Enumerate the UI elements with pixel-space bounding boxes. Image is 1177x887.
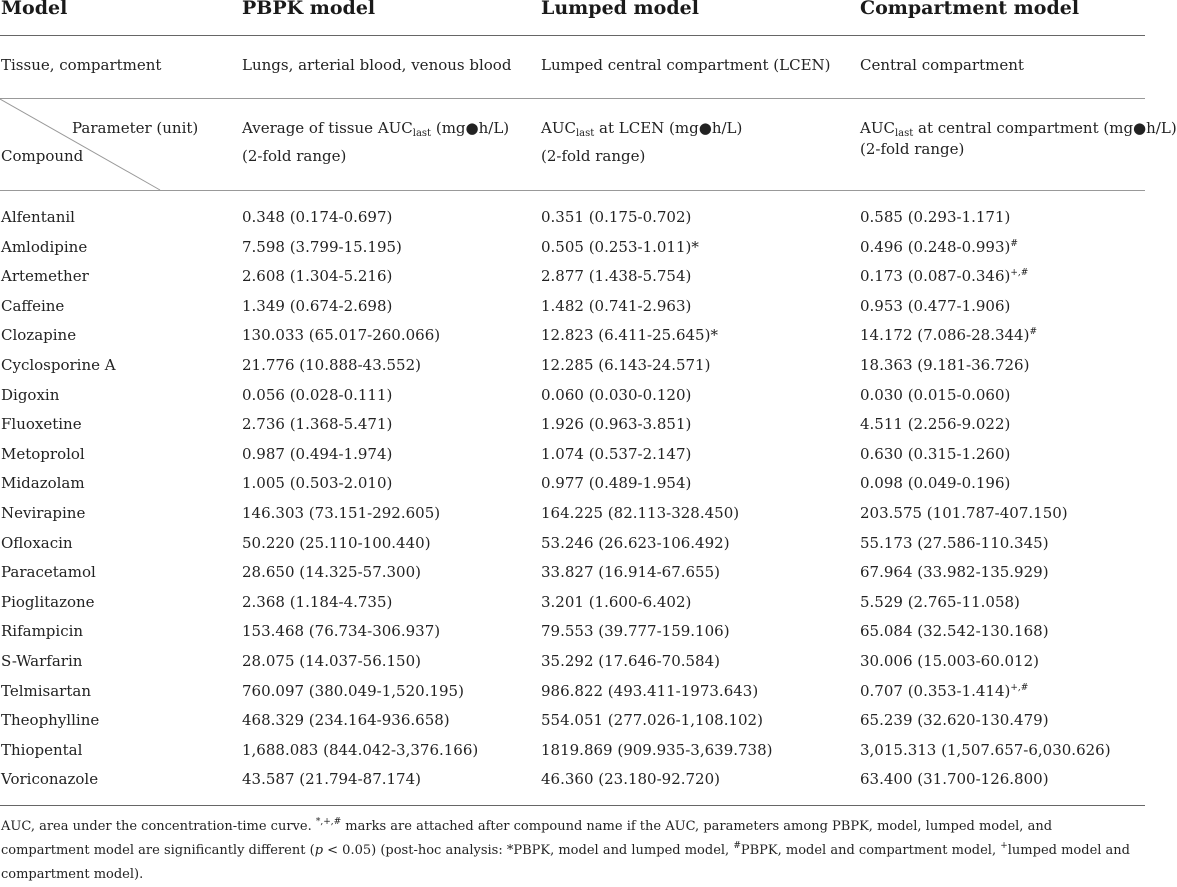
table-row [0,233,1145,263]
compound-cell [1,237,87,257]
pbpk-auc-cell-value: 146.303 (73.151-292.605) [242,504,441,522]
compound-cell-value: Voriconazole [1,770,99,789]
compartment-auc-cell-value: 0.585 (0.293-1.171) [860,208,1011,226]
lumped-auc-cell [541,355,710,375]
pbpk-auc-cell-value: 1.005 (0.503-2.010) [242,474,393,493]
pbpk-auc-cell-value: 21.776 (10.888-43.552) [242,356,421,374]
compound-cell-value: Clozapine [1,326,77,345]
lumped-auc-cell [541,296,691,316]
table-row [0,647,1145,677]
compartment-auc-cell [860,296,1010,316]
table-row [0,558,1145,588]
compartment-auc-cell-value: 67.964 (33.982-135.929) [860,563,1049,582]
compound-cell-value: Metoprolol [1,444,85,463]
compartment-auc-cell [860,266,1028,286]
header-model: Model [1,0,68,19]
compound-cell-value: Digoxin [1,385,60,404]
pbpk-auc-cell [242,325,440,345]
pbpk-auc-cell-value: 28.075 (14.037-56.150) [242,652,421,670]
lumped-auc-cell [541,740,772,760]
compound-cell [1,562,96,582]
compound-cell-value: Fluoxetine [1,415,82,434]
lumped-auc-cell-value: 35.292 (17.646-70.584) [541,652,720,670]
lumped-auc-cell-value: 986.822 (493.411-1973.643) [541,681,759,700]
table-row [0,677,1145,707]
lumped-auc-cell [541,207,691,227]
compound-cell-value: Telmisartan [1,681,91,700]
table-row [0,440,1145,470]
compartment-auc-cell-significance-mark: # [1010,238,1018,249]
tissue-label: Tissue, compartment [1,56,162,74]
header-compartment-model: Compartment model [860,0,1080,19]
compound-cell-value: Theophylline [1,711,100,730]
compartment-auc-cell [860,681,1028,701]
lumped-auc-cell-value: 0.351 (0.175-0.702) [541,208,692,226]
compound-cell [1,621,83,641]
table-row [0,469,1145,499]
table-row [0,617,1145,647]
pbpk-auc-cell-value: 0.056 (0.028-0.111) [242,385,393,404]
compound-cell [1,444,85,464]
lumped-auc-cell-value: 33.827 (16.914-67.655) [541,563,720,582]
pbpk-auc-cell [242,385,392,405]
lumped-auc-cell-value: 2.877 (1.438-5.754) [541,267,692,286]
pbpk-auc-cell-value: 153.468 (76.734-306.937) [242,622,441,641]
parameter-unit-label: Parameter (unit) [72,119,199,137]
lumped-auc-cell [541,473,691,493]
table-row [0,321,1145,351]
compartment-auc-cell [860,562,1049,582]
table-row [0,765,1145,795]
pbpk-auc-cell-value: 28.650 (14.325-57.300) [242,563,421,582]
compartment-auc-cell [860,503,1068,523]
table-row [0,262,1145,292]
pbpk-auc-cell-value: 1,688.083 (844.042-3,376.166) [242,740,479,759]
pbpk-auc-cell [242,414,392,434]
compartment-auc-cell-value: 5.529 (2.765-11.058) [860,592,1020,611]
compartment-auc-cell [860,710,1049,730]
compartment-auc-cell-value: 65.239 (32.620-130.479) [860,711,1049,730]
compartment-auc-cell [860,444,1010,464]
lumped-auc-cell-value: 554.051 (277.026-1,108.102) [541,711,763,730]
compound-cell-value: S-Warfarin [1,652,83,670]
compound-cell-value: Thiopental [1,740,83,759]
param-lumped [541,118,742,138]
pbpk-auc-cell [242,266,392,286]
pbpk-auc-cell-value: 43.587 (21.794-87.174) [242,770,421,789]
compound-cell-value: Artemether [1,267,89,286]
compound-cell [1,769,98,789]
compound-cell-value: Amlodipine [1,237,88,256]
param-pbpk-sub: last [412,128,432,139]
compound-cell-value: Alfentanil [1,208,75,226]
lumped-auc-cell-value: 0.060 (0.030-0.120) [541,385,692,404]
param-compartment-sub: last [894,128,914,139]
tissue-divider [0,98,1145,99]
compartment-auc-cell-value: 3,015.313 (1,507.657-6,030.626) [860,740,1111,759]
param-lumped-text: AUC [541,119,576,137]
tissue-compartment: Central compartment [860,56,1024,74]
table-row [0,706,1145,736]
lumped-auc-cell-value: 79.553 (39.777-159.106) [541,622,730,641]
compartment-auc-cell-value: 14.172 (7.086-28.344) [860,326,1030,345]
pbpk-auc-cell [242,681,464,701]
pbpk-auc-cell [242,296,392,316]
compartment-auc-cell-value: 30.006 (15.003-60.012) [860,652,1039,670]
param-compartment-unit: at central compartment (mg●h/L) [913,119,1177,137]
table-row [0,351,1145,381]
compartment-auc-cell-value: 0.630 (0.315-1.260) [860,444,1011,463]
param-divider [0,190,1145,191]
param-lumped-range: (2-fold range) [541,147,646,165]
pbpk-auc-cell [242,533,431,553]
lumped-auc-cell [541,651,720,671]
lumped-auc-cell [541,444,691,464]
pbpk-auc-cell-value: 2.736 (1.368-5.471) [242,415,393,434]
table-row [0,292,1145,322]
compound-cell-value: Midazolam [1,474,85,493]
pbpk-auc-cell [242,592,392,612]
footnote-text-3: < 0.05) (post-hoc analysis: *PBPK, model and lumped model, [323,843,734,858]
param-compartment [860,118,1177,138]
compartment-auc-cell-significance-mark: +,# [1010,268,1029,279]
lumped-auc-cell [541,414,691,434]
pbpk-auc-cell [242,355,421,375]
compound-cell [1,355,116,375]
pbpk-auc-cell-value: 2.368 (1.184-4.735) [242,592,393,611]
param-pbpk-text: Average of tissue AUC [242,119,413,137]
compartment-auc-cell-significance-mark: +,# [1010,682,1029,693]
lumped-auc-cell [541,503,739,523]
pbpk-auc-cell [242,237,402,257]
lumped-auc-cell-value: 1819.869 (909.935-3,639.738) [541,740,773,759]
compound-cell [1,681,91,701]
compound-cell [1,533,73,553]
pbpk-auc-cell-value: 0.348 (0.174-0.697) [242,208,393,226]
footnote-text-2: marks are attached after compound name if the AUC, parameters among PBPK, model, lumped model, and compartment model are significantly different ( [1,819,1053,858]
lumped-auc-cell-value: 3.201 (1.600-6.402) [541,592,692,611]
footnote-marks: *,+,# [315,817,342,827]
param-lumped-sub: last [575,128,595,139]
param-lumped-unit: at LCEN (mg●h/L) [594,119,743,137]
compartment-auc-cell-significance-mark: # [1029,327,1037,338]
compound-cell-value: Pioglitazone [1,592,95,611]
header-divider [0,35,1145,36]
compound-cell-value: Nevirapine [1,504,86,522]
compound-cell [1,651,82,671]
compound-cell [1,385,59,405]
compound-cell [1,414,82,434]
pbpk-auc-cell [242,503,440,523]
compartment-auc-cell-value: 65.084 (32.542-130.168) [860,622,1049,641]
compartment-auc-cell [860,355,1029,375]
pbpk-auc-cell-value: 130.033 (65.017-260.066) [242,326,441,345]
compartment-auc-cell [860,414,1010,434]
compartment-auc-cell-value: 0.098 (0.049-0.196) [860,474,1011,493]
compound-cell [1,710,99,730]
param-pbpk-range: (2-fold range) [242,147,347,165]
compartment-auc-cell-value: 63.400 (31.700-126.800) [860,770,1049,789]
compartment-auc-cell-value: 18.363 (9.181-36.726) [860,356,1030,374]
compartment-auc-cell [860,621,1049,641]
pbpk-auc-cell-value: 760.097 (380.049-1,520.195) [242,681,464,700]
footnote-plus-mark: + [1000,841,1008,851]
lumped-auc-cell-value: 1.926 (0.963-3.851) [541,415,692,434]
lumped-auc-cell-value: 1.482 (0.741-2.963) [541,296,692,315]
table-row [0,736,1145,766]
compartment-auc-cell [860,740,1111,760]
lumped-auc-cell [541,237,699,257]
compound-cell [1,266,89,286]
table-row [0,410,1145,440]
compound-cell [1,740,82,760]
lumped-auc-cell-value: 12.823 (6.411-25.645)* [541,326,718,345]
compound-cell-value: Paracetamol [1,563,96,582]
param-compartment-text: AUC [860,119,895,137]
compartment-auc-cell-value: 0.953 (0.477-1.906) [860,296,1011,315]
compartment-auc-cell [860,385,1010,405]
pbpk-auc-cell-value: 7.598 (3.799-15.195) [242,237,402,256]
lumped-auc-cell [541,325,718,345]
footnote-text-5: lumped model and compartment model). [1,843,1130,882]
lumped-auc-cell [541,533,730,553]
pbpk-auc-cell [242,473,392,493]
table-row [0,588,1145,618]
compartment-auc-cell [860,473,1010,493]
compound-cell-value: Ofloxacin [1,533,73,552]
compartment-auc-cell [860,325,1037,345]
pbpk-auc-cell-value: 468.329 (234.164-936.658) [242,711,450,730]
footnote-text-1: AUC, area under the concentration-time curve. [1,819,316,834]
lumped-auc-cell [541,385,691,405]
lumped-auc-cell [541,621,730,641]
lumped-auc-cell [541,681,758,701]
compartment-auc-cell-value: 4.511 (2.256-9.022) [860,415,1011,434]
pbpk-auc-cell-value: 50.220 (25.110-100.440) [242,533,431,552]
compartment-auc-cell-value: 0.030 (0.015-0.060) [860,385,1011,404]
pbpk-auc-cell [242,740,478,760]
compartment-auc-cell [860,769,1049,789]
table-row [0,499,1145,529]
footnote-p-symbol: p [314,843,324,858]
diagonal-split-line [0,99,160,190]
compound-cell [1,325,76,345]
compartment-auc-cell-value: 203.575 (101.787-407.150) [860,504,1068,522]
compartment-auc-cell [860,207,1010,227]
pbpk-auc-cell [242,621,440,641]
table-bottom-rule [0,805,1145,806]
compartment-auc-cell [860,651,1039,671]
pbpk-auc-cell [242,769,421,789]
param-pbpk-unit: (mg●h/L) [431,119,510,137]
lumped-auc-cell [541,769,720,789]
param-compartment-range: (2-fold range) [860,140,965,158]
lumped-auc-cell [541,710,763,730]
compound-cell [1,592,95,612]
footnote-text-4: PBPK, model and compartment model, [740,843,1001,858]
lumped-auc-cell [541,562,720,582]
compartment-auc-cell [860,592,1020,612]
compound-cell [1,296,64,316]
compound-cell-value: Cyclosporine A [1,356,116,374]
compartment-auc-cell-value: 0.173 (0.087-0.346) [860,267,1011,286]
lumped-auc-cell [541,592,691,612]
compound-cell-value: Rifampicin [1,622,84,641]
lumped-auc-cell-value: 46.360 (23.180-92.720) [541,770,720,789]
lumped-auc-cell-value: 0.977 (0.489-1.954) [541,474,692,493]
compartment-auc-cell-value: 0.707 (0.353-1.414) [860,681,1011,700]
compound-label: Compound [1,147,84,165]
compound-cell [1,207,75,227]
compound-cell-value: Caffeine [1,296,65,315]
compartment-auc-cell [860,533,1049,553]
lumped-auc-cell-value: 164.225 (82.113-328.450) [541,504,740,522]
tissue-lumped: Lumped central compartment (LCEN) [541,56,831,74]
header-lumped-model: Lumped model [541,0,699,19]
lumped-auc-cell-value: 1.074 (0.537-2.147) [541,444,692,463]
lumped-auc-cell-value: 53.246 (26.623-106.492) [541,533,730,552]
pbpk-auc-cell-value: 0.987 (0.494-1.974) [242,444,393,463]
table-row [0,203,1145,233]
compartment-auc-cell [860,237,1018,257]
pbpk-auc-cell [242,562,421,582]
compartment-auc-cell-value: 0.496 (0.248-0.993) [860,237,1011,256]
pbpk-auc-cell [242,710,450,730]
table-footnote [1,815,1141,887]
lumped-auc-cell-value: 0.505 (0.253-1.011)* [541,237,699,256]
footnote-hash-mark: # [733,841,741,851]
pbpk-auc-cell [242,444,392,464]
header-pbpk-model: PBPK model [242,0,376,19]
compound-cell [1,503,85,523]
compartment-auc-cell-value: 55.173 (27.586-110.345) [860,533,1049,552]
pbpk-auc-cell [242,651,421,671]
compound-cell [1,473,85,493]
lumped-auc-cell [541,266,691,286]
table-row [0,381,1145,411]
param-pbpk [242,118,509,138]
pbpk-auc-cell-value: 1.349 (0.674-2.698) [242,296,393,315]
pbpk-auc-cell-value: 2.608 (1.304-5.216) [242,267,393,286]
pbpk-auc-cell [242,207,392,227]
table-row [0,529,1145,559]
lumped-auc-cell-value: 12.285 (6.143-24.571) [541,356,711,374]
tissue-pbpk: Lungs, arterial blood, venous blood [242,56,512,74]
